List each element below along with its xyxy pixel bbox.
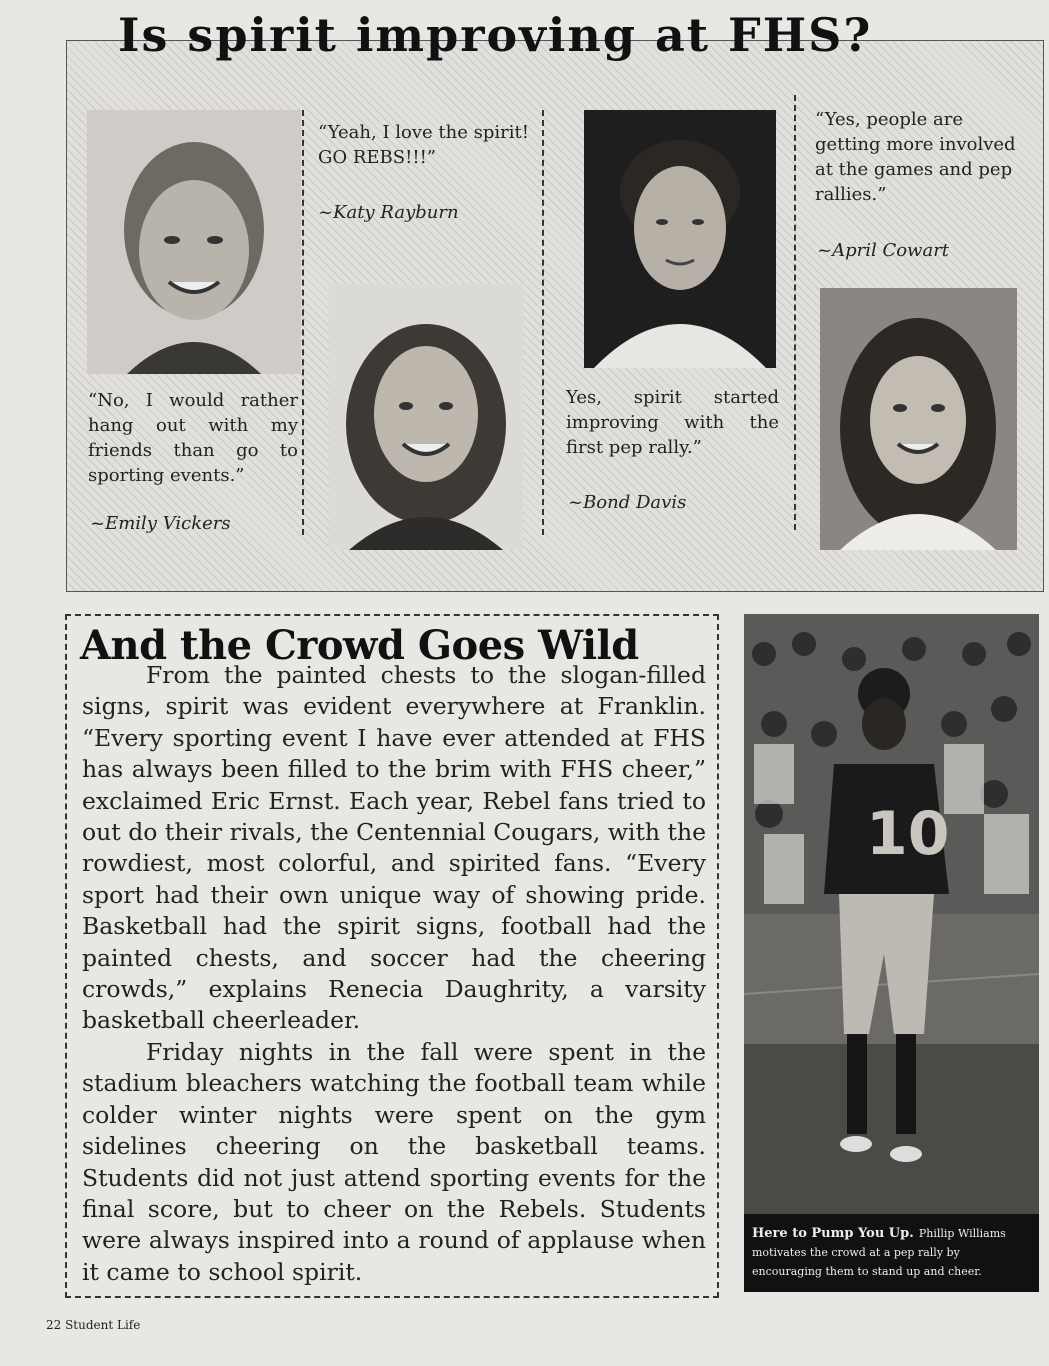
caption-headline: Here to Pump You Up. bbox=[752, 1226, 914, 1241]
divider bbox=[542, 110, 544, 535]
caption-text: Phillip Williams motivates the crowd at a pep rally by encouraging them to stand up and cheer. bbox=[752, 1227, 1006, 1278]
jersey-number: 10 bbox=[866, 799, 950, 869]
page-footer: 22 Student Life bbox=[46, 1318, 141, 1332]
portrait-katy bbox=[329, 284, 523, 550]
article-paragraph: From the painted chests to the slogan-filled signs, spirit was evident everywhere at Franklin. “Every sporting event I have ever attended at FHS has always been filled to the brim with FHS cheer,” exclaimed Eric Ernst. Each year, Rebel fans tried to out do their rivals, the Centennial Cougars, with the rowdiest, most colorful, and spirited fans. “Every sport had their own unique way of showing pride. Basketball had the spirit signs, football had the painted chests, and soccer had the cheering crowds,” explains Renecia Daughrity, a varsity basketball cheerleader. bbox=[82, 661, 706, 1035]
article-body bbox=[82, 660, 706, 1288]
quote-katy: “Yeah, I love the spirit! GO REBS!!!” bbox=[318, 122, 529, 168]
name-bond: ~Bond Davis bbox=[568, 492, 687, 513]
article-paragraph: Friday nights in the fall were spent in the stadium bleachers watching the football team while colder winter nights were spent on the gym sidelines cheering on the basketball teams. Students did not just attend sporting events for the final score, but to cheer on the Rebels. Students were always inspired into a round of applause when it came to school spirit. bbox=[82, 1037, 706, 1286]
name-emily: ~Emily Vickers bbox=[90, 513, 231, 534]
article-title: And the Crowd Goes Wild bbox=[80, 622, 639, 669]
portrait-bond bbox=[584, 110, 776, 368]
pep-rally-photo bbox=[744, 614, 1039, 1291]
quote-april: “Yes, people are getting more involved at the games and pep rallies.” bbox=[815, 109, 1016, 205]
divider bbox=[302, 110, 304, 535]
name-april: ~April Cowart bbox=[817, 240, 950, 261]
quote-bond: Yes, spirit started improving with the first pep rally.” bbox=[566, 387, 779, 458]
portrait-april bbox=[820, 288, 1017, 550]
divider bbox=[794, 95, 796, 530]
quote-emily: “No, I would rather hang out with my friends than go to sporting events.” bbox=[88, 390, 298, 486]
survey-title: Is spirit improving at FHS? bbox=[118, 8, 873, 62]
portrait-emily bbox=[87, 110, 301, 374]
photo-caption bbox=[744, 1214, 1039, 1292]
name-katy: ~Katy Rayburn bbox=[318, 202, 459, 223]
